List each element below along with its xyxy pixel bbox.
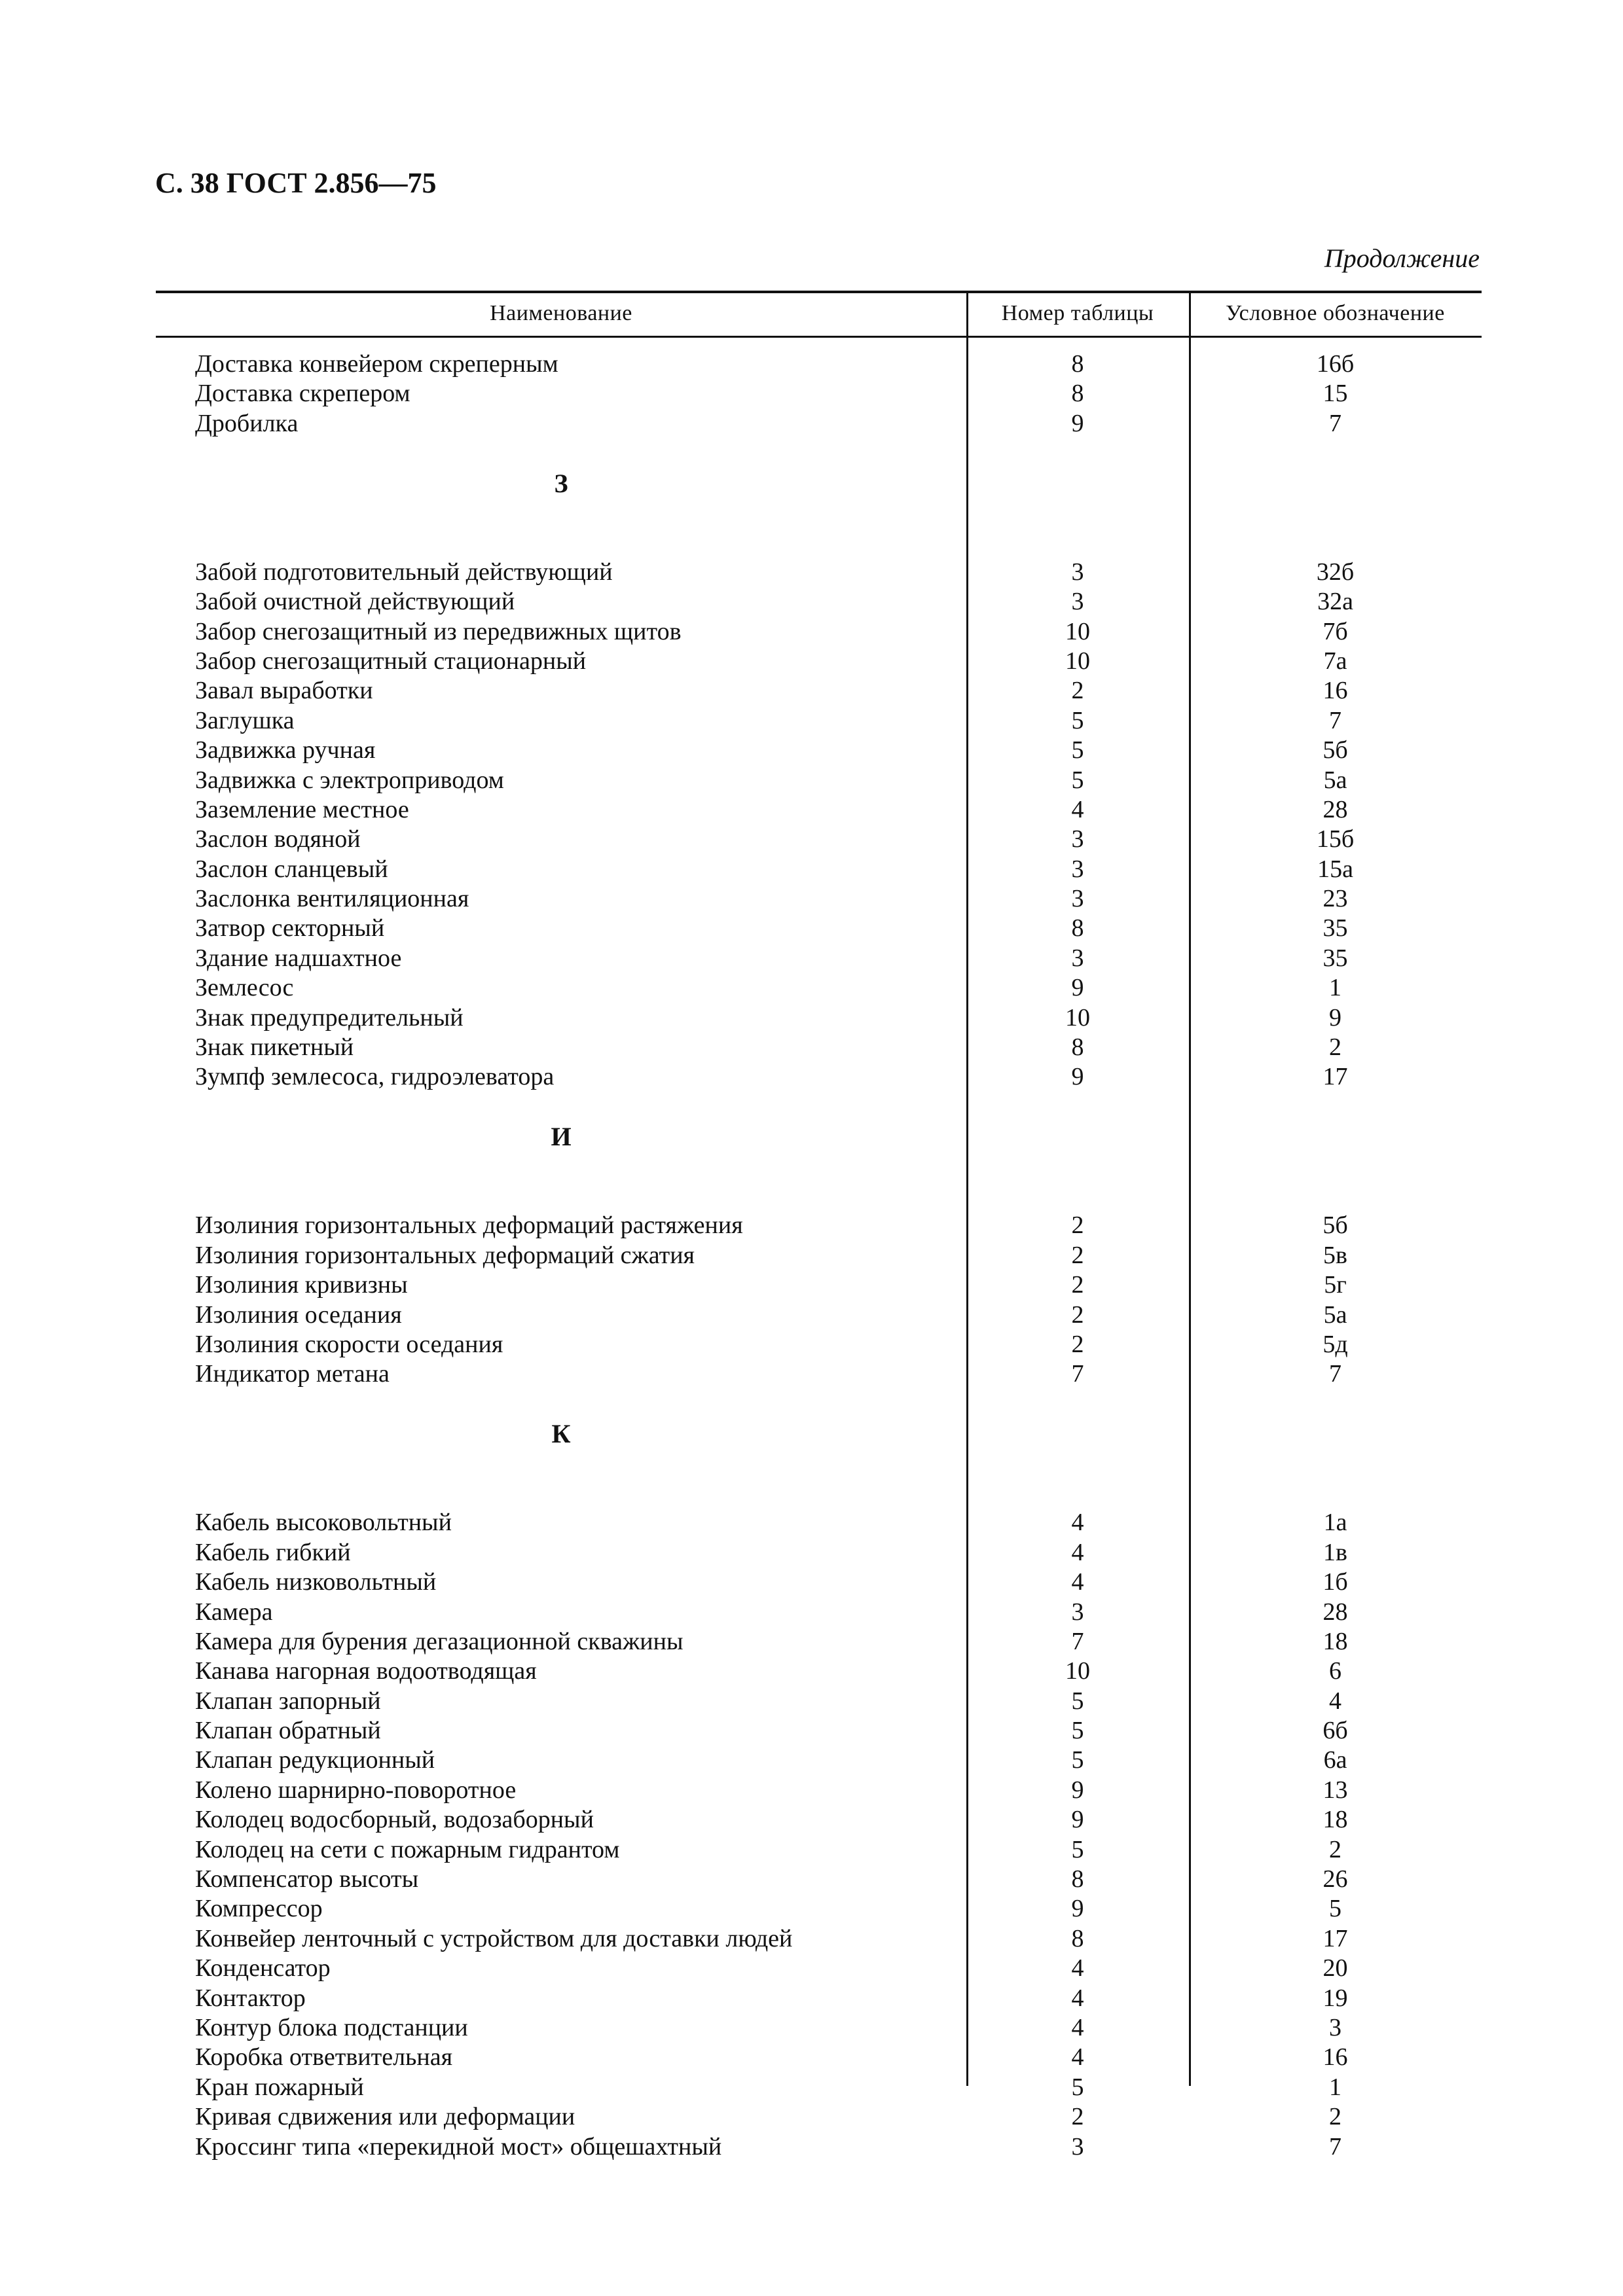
row-name: Колено шарнирно-поворотное: [195, 1776, 517, 1804]
row-table-number: 3: [1071, 1598, 1084, 1626]
row-symbol: 13: [1322, 1776, 1348, 1804]
table-row: [156, 1805, 1482, 1835]
row-symbol: 7: [1329, 706, 1341, 734]
section-letter: К: [551, 1419, 571, 1449]
row-symbol: 16: [1322, 677, 1348, 705]
row-name: Компрессор: [195, 1895, 323, 1923]
row-table-number: 5: [1071, 1687, 1084, 1715]
row-symbol: 5г: [1324, 1271, 1347, 1299]
row-symbol: 2: [1329, 1033, 1341, 1062]
row-symbol: 32б: [1316, 558, 1355, 586]
row-symbol: 35: [1322, 914, 1348, 942]
row-name: Забой подготовительный действующий: [195, 558, 613, 586]
table-row: [156, 2102, 1482, 2132]
table-row: [156, 825, 1482, 854]
table-row: [156, 914, 1482, 943]
row-symbol: 7б: [1322, 617, 1348, 645]
row-table-number: 4: [1071, 1984, 1084, 2012]
row-symbol: 5в: [1323, 1241, 1347, 1269]
row-name: Изолиния оседания: [195, 1300, 402, 1329]
row-name: Канава нагорная водоотводящая: [195, 1657, 537, 1685]
table-row: [156, 558, 1482, 587]
table-row: [156, 706, 1482, 736]
column-header-symbol: Условное обозначение: [1226, 300, 1445, 325]
row-symbol: 19: [1322, 1984, 1348, 2012]
table-row: [156, 1627, 1482, 1657]
row-name: Задвижка с электроприводом: [195, 766, 504, 794]
row-symbol: 17: [1322, 1924, 1348, 1952]
table-row: [156, 1746, 1482, 1775]
row-table-number: 2: [1071, 1271, 1084, 1299]
row-symbol: 20: [1322, 1954, 1348, 1982]
row-symbol: 1: [1329, 2073, 1341, 2101]
table-row: [156, 1776, 1482, 1805]
table-row: [156, 1359, 1482, 1389]
row-table-number: 10: [1065, 647, 1090, 675]
row-symbol: 15б: [1316, 825, 1355, 853]
row-table-number: 2: [1071, 1300, 1084, 1329]
table-row: [156, 1568, 1482, 1597]
column-header-name: Наименование: [490, 300, 632, 325]
table-row: [156, 884, 1482, 914]
row-name: Изолиния горизонтальных деформаций сжатия: [195, 1241, 695, 1269]
row-name: Знак пикетный: [195, 1033, 354, 1062]
row-name: Кран пожарный: [195, 2073, 364, 2101]
row-name: Заслон сланцевый: [195, 855, 388, 883]
row-table-number: 5: [1071, 1746, 1084, 1774]
row-name: Землесос: [195, 974, 294, 1002]
section-letter: З: [554, 468, 568, 498]
row-name: Заглушка: [195, 706, 295, 734]
row-symbol: 5б: [1322, 736, 1348, 764]
row-name: Камера: [195, 1598, 273, 1626]
row-table-number: 3: [1071, 855, 1084, 883]
row-symbol: 26: [1322, 1865, 1348, 1893]
table-row: [156, 736, 1482, 765]
table-row: [156, 1598, 1482, 1627]
row-name: Зумпф землесоса, гидроэлеватора: [195, 1063, 555, 1091]
row-name: Заслонка вентиляционная: [195, 885, 469, 913]
row-table-number: 4: [1071, 1954, 1084, 1982]
table-row: [156, 1835, 1482, 1865]
row-name: Заслон водяной: [195, 825, 361, 853]
row-table-number: 9: [1071, 1776, 1084, 1804]
table-row: [156, 617, 1482, 647]
row-symbol: 16б: [1316, 350, 1355, 378]
row-table-number: 3: [1071, 885, 1084, 913]
section-heading: [156, 1092, 1482, 1211]
row-name: Конденсатор: [195, 1954, 331, 1982]
row-symbol: 23: [1322, 885, 1348, 913]
row-table-number: 5: [1071, 736, 1084, 764]
table-row: [156, 1241, 1482, 1270]
table-row: [156, 1657, 1482, 1686]
table-header-rule: [156, 336, 1482, 338]
row-name: Кривая сдвижения или деформации: [195, 2103, 575, 2131]
section-heading: [156, 439, 1482, 558]
row-name: Клапан редукционный: [195, 1746, 435, 1774]
table-row: [156, 1924, 1482, 1954]
table-row: [156, 1211, 1482, 1240]
row-name: Колодец на сети с пожарным гидрантом: [195, 1835, 620, 1863]
row-name: Компенсатор высоты: [195, 1865, 419, 1893]
row-symbol: 5а: [1323, 1300, 1347, 1329]
row-table-number: 2: [1071, 1330, 1084, 1358]
row-name: Колодец водосборный, водозаборный: [195, 1806, 594, 1834]
row-symbol: 32а: [1317, 588, 1353, 616]
row-table-number: 2: [1071, 677, 1084, 705]
row-table-number: 9: [1071, 1806, 1084, 1834]
row-name: Изолиния скорости оседания: [195, 1330, 503, 1358]
table-row: [156, 379, 1482, 408]
table-row: [156, 2013, 1482, 2043]
row-symbol: 1: [1329, 974, 1341, 1002]
row-table-number: 5: [1071, 766, 1084, 794]
symbols-table: [156, 291, 1482, 2161]
row-table-number: 7: [1071, 1360, 1084, 1388]
row-name: Контур блока подстанции: [195, 2013, 468, 2041]
row-symbol: 18: [1322, 1806, 1348, 1834]
table-row: [156, 944, 1482, 973]
row-name: Кабель низковольтный: [195, 1568, 437, 1596]
table-row: [156, 1687, 1482, 1716]
table-row: [156, 647, 1482, 676]
row-table-number: 7: [1071, 1627, 1084, 1655]
row-table-number: 4: [1071, 1568, 1084, 1596]
row-symbol: 1в: [1323, 1538, 1347, 1566]
table-row: [156, 855, 1482, 884]
row-table-number: 8: [1071, 380, 1084, 408]
row-symbol: 3: [1329, 2013, 1341, 2041]
table-row: [156, 1062, 1482, 1092]
table-row: [156, 409, 1482, 439]
row-symbol: 7: [1329, 1360, 1341, 1388]
table-row: [156, 2073, 1482, 2102]
table-row: [156, 1033, 1482, 1062]
row-symbol: 35: [1322, 944, 1348, 972]
row-name: Забор снегозащитный из передвижных щитов: [195, 617, 682, 645]
row-table-number: 8: [1071, 1924, 1084, 1952]
row-table-number: 5: [1071, 2073, 1084, 2101]
row-symbol: 1б: [1322, 1568, 1348, 1596]
column-header-table-number: Номер таблицы: [1001, 300, 1154, 325]
row-name: Конвейер ленточный с устройством для доставки людей: [195, 1924, 793, 1952]
table-row: [156, 795, 1482, 825]
row-table-number: 8: [1071, 914, 1084, 942]
row-name: Завал выработки: [195, 677, 373, 705]
table-row: [156, 587, 1482, 617]
row-symbol: 28: [1322, 1598, 1348, 1626]
row-name: Клапан запорный: [195, 1687, 381, 1715]
row-symbol: 17: [1322, 1063, 1348, 1091]
row-table-number: 8: [1071, 1033, 1084, 1062]
row-table-number: 4: [1071, 2013, 1084, 2041]
row-name: Затвор секторный: [195, 914, 385, 942]
continuation-label: Продолжение: [1324, 243, 1480, 273]
row-symbol: 5а: [1323, 766, 1347, 794]
row-symbol: 2: [1329, 1835, 1341, 1863]
row-symbol: 7: [1329, 2132, 1341, 2161]
row-name: Доставка конвейером скреперным: [195, 350, 558, 378]
row-table-number: 8: [1071, 1865, 1084, 1893]
row-table-number: 10: [1065, 1003, 1090, 1031]
table-row: [156, 1894, 1482, 1924]
row-name: Коробка ответвительная: [195, 2043, 453, 2072]
section-heading: [156, 1390, 1482, 1509]
row-name: Дробилка: [195, 409, 299, 437]
row-table-number: 2: [1071, 1211, 1084, 1240]
row-name: Кроссинг типа «перекидной мост» общешахтный: [195, 2132, 722, 2161]
row-symbol: 5д: [1322, 1330, 1348, 1358]
row-name: Клапан обратный: [195, 1717, 381, 1745]
row-table-number: 5: [1071, 1835, 1084, 1863]
row-symbol: 2: [1329, 2103, 1341, 2131]
table-row: [156, 676, 1482, 706]
row-name: Здание надшахтное: [195, 944, 402, 972]
table-row: [156, 1865, 1482, 1894]
row-name: Знак предупредительный: [195, 1003, 464, 1031]
table-row: [156, 1538, 1482, 1568]
row-table-number: 10: [1065, 1657, 1090, 1685]
table-row: [156, 2043, 1482, 2072]
table-row: [156, 1954, 1482, 1983]
row-symbol: 6а: [1323, 1746, 1347, 1774]
table-row: [156, 1716, 1482, 1746]
row-name: Кабель высоковольтный: [195, 1509, 452, 1537]
row-table-number: 9: [1071, 409, 1084, 437]
row-table-number: 4: [1071, 1509, 1084, 1537]
row-table-number: 8: [1071, 350, 1084, 378]
row-symbol: 6б: [1322, 1717, 1348, 1745]
row-table-number: 4: [1071, 2043, 1084, 2072]
row-symbol: 6: [1329, 1657, 1341, 1685]
row-name: Изолиния кривизны: [195, 1271, 408, 1299]
row-symbol: 7а: [1323, 647, 1347, 675]
row-name: Забой очистной действующий: [195, 588, 515, 616]
row-table-number: 2: [1071, 1241, 1084, 1269]
row-name: Контактор: [195, 1984, 306, 2012]
row-name: Забор снегозащитный стационарный: [195, 647, 587, 675]
row-table-number: 3: [1071, 944, 1084, 972]
table-row: [156, 1270, 1482, 1300]
row-symbol: 1а: [1323, 1509, 1347, 1537]
row-name: Камера для бурения дегазационной скважины: [195, 1627, 684, 1655]
table-body: [156, 350, 1482, 2162]
row-table-number: 9: [1071, 1063, 1084, 1091]
row-table-number: 3: [1071, 558, 1084, 586]
row-table-number: 3: [1071, 825, 1084, 853]
row-table-number: 3: [1071, 2132, 1084, 2161]
row-table-number: 4: [1071, 795, 1084, 823]
row-name: Изолиния горизонтальных деформаций растяжения: [195, 1211, 743, 1240]
table-row: [156, 1508, 1482, 1537]
row-table-number: 9: [1071, 1895, 1084, 1923]
row-symbol: 28: [1322, 795, 1348, 823]
table-row: [156, 1003, 1482, 1033]
row-symbol: 15: [1322, 380, 1348, 408]
row-name: Заземление местное: [195, 795, 409, 823]
row-symbol: 9: [1329, 1003, 1341, 1031]
row-table-number: 9: [1071, 974, 1084, 1002]
section-letter: И: [551, 1122, 572, 1152]
row-table-number: 5: [1071, 706, 1084, 734]
row-symbol: 16: [1322, 2043, 1348, 2072]
row-table-number: 5: [1071, 1717, 1084, 1745]
row-symbol: 4: [1329, 1687, 1341, 1715]
table-row: [156, 1330, 1482, 1359]
row-symbol: 7: [1329, 409, 1341, 437]
table-row: [156, 2132, 1482, 2162]
row-table-number: 4: [1071, 1538, 1084, 1566]
row-name: Задвижка ручная: [195, 736, 376, 764]
row-symbol: 15а: [1317, 855, 1353, 883]
row-name: Кабель гибкий: [195, 1538, 351, 1566]
table-row: [156, 766, 1482, 795]
row-table-number: 3: [1071, 588, 1084, 616]
table-row: [156, 1300, 1482, 1330]
row-symbol: 5: [1329, 1895, 1341, 1923]
table-row: [156, 350, 1482, 379]
table-row: [156, 973, 1482, 1003]
row-name: Доставка скрепером: [195, 380, 410, 408]
table-row: [156, 1984, 1482, 2013]
row-symbol: 5б: [1322, 1211, 1348, 1240]
page-title: С. 38 ГОСТ 2.856—75: [155, 167, 437, 199]
row-table-number: 2: [1071, 2103, 1084, 2131]
row-symbol: 18: [1322, 1627, 1348, 1655]
row-table-number: 10: [1065, 617, 1090, 645]
row-name: Индикатор метана: [195, 1360, 390, 1388]
